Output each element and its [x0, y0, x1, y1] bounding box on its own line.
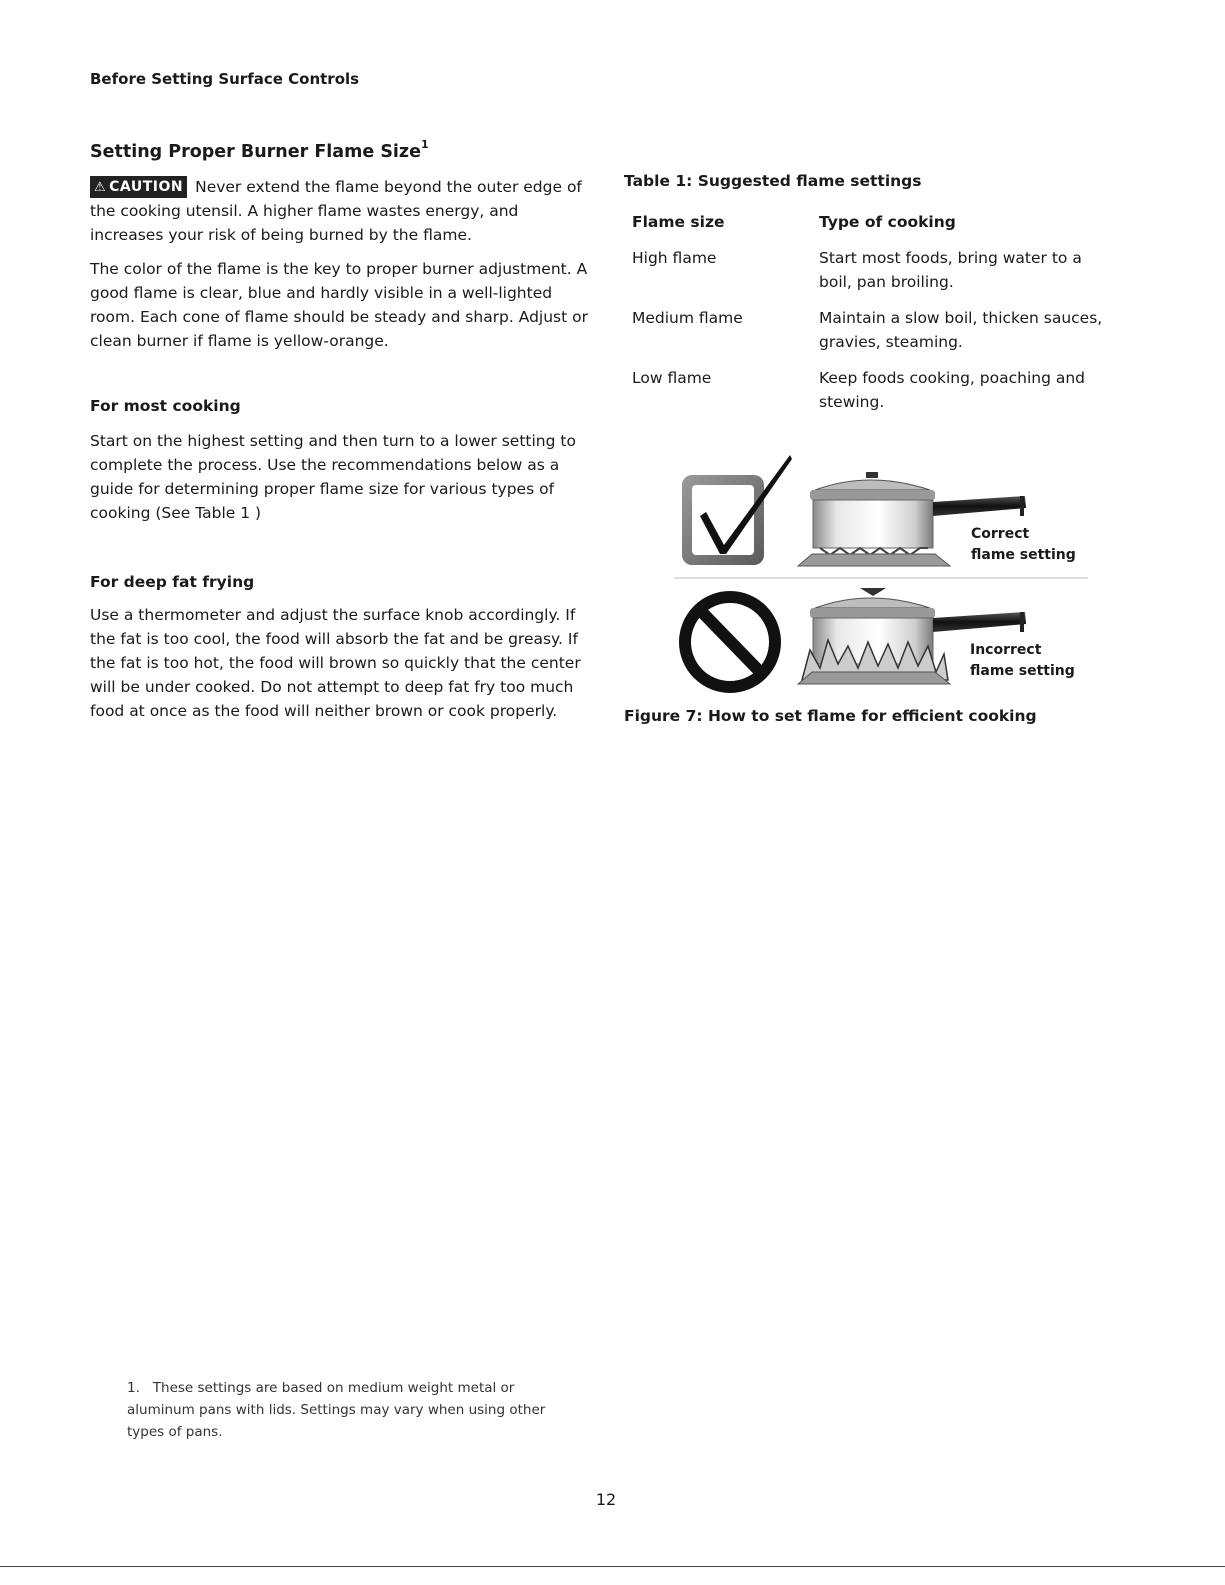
caution-text: Never extend the flame beyond the outer edge of the cooking utensil. A higher flame wastes energy, and increases your risk of being burned by the flame.: [90, 178, 582, 244]
table-header-row: [632, 210, 1132, 234]
table-row: [632, 366, 1132, 426]
correct-label-line2: flame setting: [971, 547, 1076, 563]
table-cell: Low flame: [632, 369, 712, 387]
footnote-text: These settings are based on medium weight metal or aluminum pans with lids. Settings may vary when using other types of pans.: [127, 1380, 546, 1440]
deep-fat-paragraph: Use a thermometer and adjust the surface knob accordingly. If the fat is too cool, the food will absorb the fat and be greasy. If the fat is too hot, the food will brown so quickly that the center will be under cooked. Do not attempt to deep fat fry too much food at once as the food will neither brown or cook properly.: [90, 606, 581, 720]
incorrect-label-line1: Incorrect: [970, 642, 1042, 658]
table-cell: Keep foods cooking, poaching and stewing.: [819, 369, 1086, 411]
warning-triangle-icon: ⚠: [94, 180, 107, 195]
table-title: Table 1: Suggested flame settings: [624, 172, 922, 190]
figure-caption: Figure 7: How to set flame for efficient cooking: [624, 707, 1037, 725]
caution-paragraph: [90, 175, 590, 247]
most-cooking-paragraph: Start on the highest setting and then turn to a lower setting to complete the process. Use the recommendations below as a guide for determining proper flame size for various types of cooking (See Table 1 ): [90, 432, 576, 522]
page-number: 12: [595, 1490, 617, 1509]
table-header-cell: Flame size: [632, 213, 725, 231]
table-cell: Maintain a slow boil, thicken sauces, gravies, steaming.: [819, 309, 1103, 351]
table-row: [632, 246, 1132, 306]
footnote-ref: 1: [420, 138, 429, 151]
prohibited-icon: [685, 597, 775, 687]
table-cell: High flame: [632, 249, 717, 267]
deep-fat-heading: For deep fat frying: [90, 573, 255, 591]
caution-badge: [90, 176, 187, 198]
table-header-cell: Type of cooking: [819, 213, 956, 231]
incorrect-label-line2: flame setting: [970, 663, 1075, 679]
table-row: [632, 306, 1132, 366]
correct-label-line1: Correct: [971, 526, 1030, 542]
table-cell: Start most foods, bring water to a boil, pan broiling.: [819, 249, 1082, 291]
most-cooking-heading: For most cooking: [90, 397, 241, 415]
flame-settings-table: [632, 210, 1132, 426]
checkmark-icon: [682, 455, 792, 565]
caution-badge-label: CAUTION: [109, 179, 184, 195]
section-title: [90, 140, 429, 162]
section-title-text: Setting Proper Burner Flame Size: [90, 141, 421, 162]
page-bottom-rule: [0, 1566, 1225, 1567]
correct-flame-label: [971, 524, 1076, 566]
footnote-number: 1.: [127, 1380, 140, 1396]
flame-color-paragraph: The color of the flame is the key to proper burner adjustment. A good flame is clear, blue and hardly visible in a well-lighted room. Each cone of flame should be steady and sharp. Adjust or clean burner if flame is yellow-orange.: [90, 260, 588, 350]
incorrect-flame-label: [970, 640, 1075, 682]
footnote: [127, 1377, 567, 1443]
table-cell: Medium flame: [632, 309, 743, 327]
page-header: Before Setting Surface Controls: [90, 70, 360, 88]
